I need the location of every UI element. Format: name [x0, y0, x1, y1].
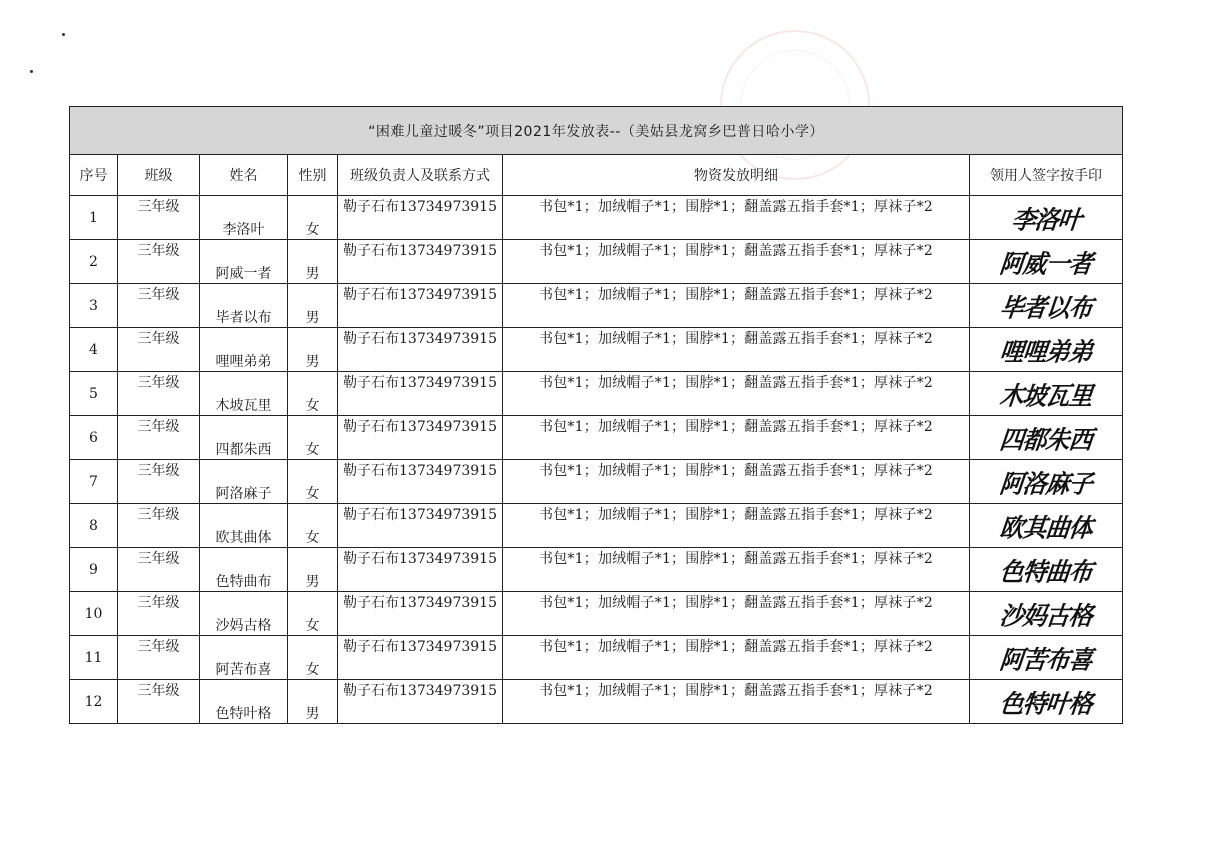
- row-contact: 勒子石布13734973915: [338, 504, 503, 548]
- row-items: 书包*1；加绒帽子*1；围脖*1；翻盖露五指手套*1；厚袜子*2: [503, 680, 970, 724]
- table-row: [70, 504, 1123, 548]
- row-name: 阿苦布喜: [200, 636, 288, 680]
- handwritten-signature: 李洛叶: [1009, 205, 1082, 235]
- row-gender: 男: [288, 328, 338, 372]
- header-signature: 领用人签字按手印: [970, 155, 1123, 196]
- row-signature: [970, 372, 1123, 416]
- row-number: 11: [70, 636, 118, 680]
- row-class: 三年级: [118, 284, 200, 328]
- row-class: 三年级: [118, 460, 200, 504]
- row-number: 12: [70, 680, 118, 724]
- row-signature: [970, 284, 1123, 328]
- row-signature: [970, 592, 1123, 636]
- row-number: 4: [70, 328, 118, 372]
- row-contact: 勒子石布13734973915: [338, 284, 503, 328]
- table-header-row: [70, 155, 1123, 196]
- row-number: 1: [70, 196, 118, 240]
- row-contact: 勒子石布13734973915: [338, 636, 503, 680]
- row-signature: [970, 504, 1123, 548]
- row-class: 三年级: [118, 196, 200, 240]
- table-row: [70, 636, 1123, 680]
- row-name: 木坡瓦里: [200, 372, 288, 416]
- row-name: 毕者以布: [200, 284, 288, 328]
- row-items: 书包*1；加绒帽子*1；围脖*1；翻盖露五指手套*1；厚袜子*2: [503, 548, 970, 592]
- handwritten-signature: 哩哩弟弟: [998, 337, 1094, 367]
- row-signature: [970, 416, 1123, 460]
- row-signature: [970, 636, 1123, 680]
- row-gender: 女: [288, 460, 338, 504]
- row-gender: 男: [288, 240, 338, 284]
- row-name: 色特曲布: [200, 548, 288, 592]
- row-signature: [970, 328, 1123, 372]
- handwritten-signature: 四都朱西: [998, 425, 1094, 455]
- row-number: 8: [70, 504, 118, 548]
- row-name: 色特叶格: [200, 680, 288, 724]
- handwritten-signature: 木坡瓦里: [998, 381, 1094, 411]
- row-name: 阿洛麻子: [200, 460, 288, 504]
- row-gender: 男: [288, 284, 338, 328]
- row-items: 书包*1；加绒帽子*1；围脖*1；翻盖露五指手套*1；厚袜子*2: [503, 196, 970, 240]
- row-contact: 勒子石布13734973915: [338, 240, 503, 284]
- table-row: [70, 372, 1123, 416]
- row-class: 三年级: [118, 328, 200, 372]
- row-name: 阿威一者: [200, 240, 288, 284]
- row-contact: 勒子石布13734973915: [338, 460, 503, 504]
- table-title: “困难儿童过暖冬”项目2021年发放表--（美姑县龙窝乡巴普日哈小学）: [70, 107, 1123, 155]
- handwritten-signature: 色特曲布: [998, 557, 1094, 587]
- row-signature: [970, 196, 1123, 240]
- row-gender: 女: [288, 196, 338, 240]
- row-signature: [970, 240, 1123, 284]
- row-name: 李洛叶: [200, 196, 288, 240]
- scan-speck: [30, 70, 33, 73]
- handwritten-signature: 沙妈古格: [998, 601, 1094, 631]
- handwritten-signature: 欧其曲体: [998, 513, 1094, 543]
- row-name: 哩哩弟弟: [200, 328, 288, 372]
- row-gender: 女: [288, 372, 338, 416]
- row-number: 6: [70, 416, 118, 460]
- handwritten-signature: 毕者以布: [998, 293, 1094, 323]
- table-row: [70, 240, 1123, 284]
- row-class: 三年级: [118, 636, 200, 680]
- row-items: 书包*1；加绒帽子*1；围脖*1；翻盖露五指手套*1；厚袜子*2: [503, 636, 970, 680]
- row-contact: 勒子石布13734973915: [338, 680, 503, 724]
- table-row: [70, 592, 1123, 636]
- row-gender: 男: [288, 548, 338, 592]
- row-items: 书包*1；加绒帽子*1；围脖*1；翻盖露五指手套*1；厚袜子*2: [503, 240, 970, 284]
- row-number: 3: [70, 284, 118, 328]
- row-contact: 勒子石布13734973915: [338, 328, 503, 372]
- row-class: 三年级: [118, 548, 200, 592]
- row-class: 三年级: [118, 504, 200, 548]
- table-row: [70, 284, 1123, 328]
- row-items: 书包*1；加绒帽子*1；围脖*1；翻盖露五指手套*1；厚袜子*2: [503, 592, 970, 636]
- row-items: 书包*1；加绒帽子*1；围脖*1；翻盖露五指手套*1；厚袜子*2: [503, 460, 970, 504]
- table-title-row: [70, 107, 1123, 155]
- header-items: 物资发放明细: [503, 155, 970, 196]
- header-gender: 性别: [288, 155, 338, 196]
- header-class: 班级: [118, 155, 200, 196]
- row-contact: 勒子石布13734973915: [338, 592, 503, 636]
- row-number: 9: [70, 548, 118, 592]
- row-gender: 女: [288, 592, 338, 636]
- scan-speck: [62, 33, 65, 36]
- row-signature: [970, 460, 1123, 504]
- row-number: 2: [70, 240, 118, 284]
- header-contact: 班级负责人及联系方式: [338, 155, 503, 196]
- row-contact: 勒子石布13734973915: [338, 416, 503, 460]
- table-row: [70, 196, 1123, 240]
- table-row: [70, 680, 1123, 724]
- row-gender: 女: [288, 636, 338, 680]
- row-name: 欧其曲体: [200, 504, 288, 548]
- row-contact: 勒子石布13734973915: [338, 196, 503, 240]
- row-signature: [970, 548, 1123, 592]
- distribution-table: [69, 106, 1123, 724]
- row-gender: 男: [288, 680, 338, 724]
- row-name: 四都朱西: [200, 416, 288, 460]
- row-items: 书包*1；加绒帽子*1；围脖*1；翻盖露五指手套*1；厚袜子*2: [503, 372, 970, 416]
- row-number: 10: [70, 592, 118, 636]
- row-gender: 女: [288, 416, 338, 460]
- row-class: 三年级: [118, 592, 200, 636]
- row-items: 书包*1；加绒帽子*1；围脖*1；翻盖露五指手套*1；厚袜子*2: [503, 328, 970, 372]
- row-name: 沙妈古格: [200, 592, 288, 636]
- row-class: 三年级: [118, 416, 200, 460]
- handwritten-signature: 阿威一者: [998, 249, 1094, 279]
- table-row: [70, 548, 1123, 592]
- header-no: 序号: [70, 155, 118, 196]
- row-class: 三年级: [118, 240, 200, 284]
- table-row: [70, 328, 1123, 372]
- row-number: 5: [70, 372, 118, 416]
- row-items: 书包*1；加绒帽子*1；围脖*1；翻盖露五指手套*1；厚袜子*2: [503, 284, 970, 328]
- handwritten-signature: 阿洛麻子: [998, 469, 1094, 499]
- row-contact: 勒子石布13734973915: [338, 372, 503, 416]
- row-items: 书包*1；加绒帽子*1；围脖*1；翻盖露五指手套*1；厚袜子*2: [503, 416, 970, 460]
- row-items: 书包*1；加绒帽子*1；围脖*1；翻盖露五指手套*1；厚袜子*2: [503, 504, 970, 548]
- table-row: [70, 460, 1123, 504]
- row-class: 三年级: [118, 680, 200, 724]
- header-name: 姓名: [200, 155, 288, 196]
- row-class: 三年级: [118, 372, 200, 416]
- row-signature: [970, 680, 1123, 724]
- row-gender: 女: [288, 504, 338, 548]
- handwritten-signature: 色特叶格: [998, 689, 1094, 719]
- row-contact: 勒子石布13734973915: [338, 548, 503, 592]
- handwritten-signature: 阿苦布喜: [998, 645, 1094, 675]
- table-row: [70, 416, 1123, 460]
- row-number: 7: [70, 460, 118, 504]
